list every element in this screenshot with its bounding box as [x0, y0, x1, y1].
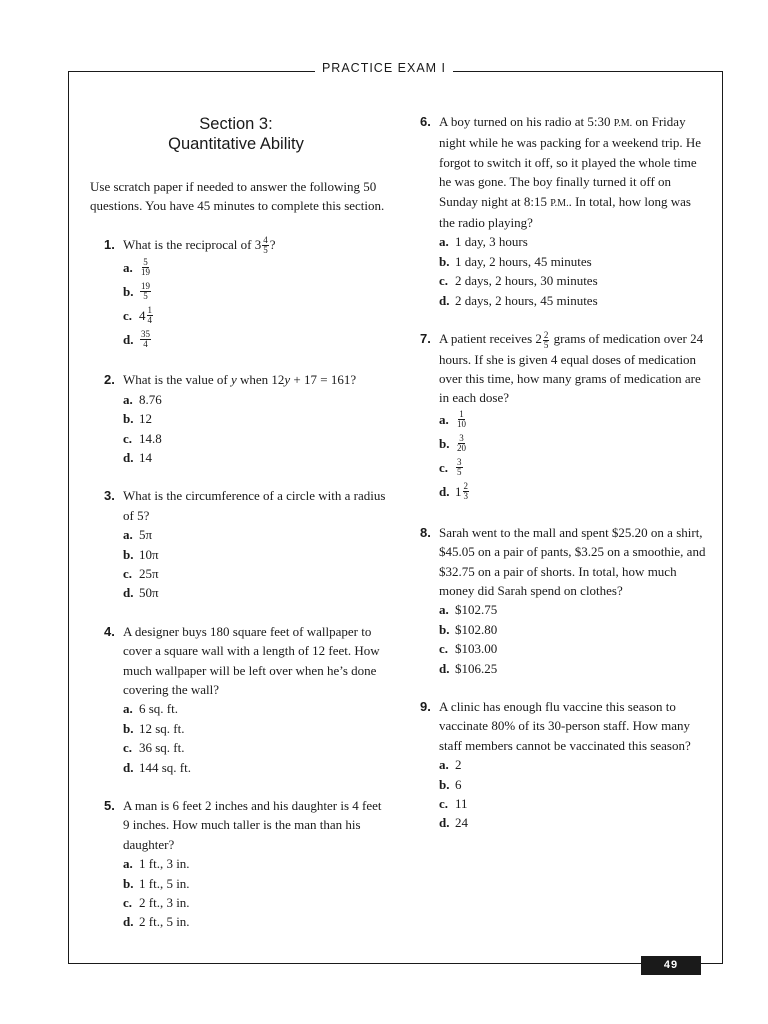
answer-option[interactable]: [439, 271, 710, 290]
option-letter: a.: [439, 234, 449, 250]
option-text: 2: [455, 757, 462, 773]
answer-option[interactable]: b. $\frac{19}{5}$: [123, 280, 150, 301]
option-letter: a.: [439, 602, 449, 618]
answer-option[interactable]: [123, 564, 390, 583]
question-stem: What is the value of y when 12y + 17 = 161?: [123, 372, 357, 388]
answer-option[interactable]: [439, 639, 710, 658]
answer-option[interactable]: [439, 813, 710, 832]
answer-option[interactable]: [439, 252, 710, 271]
question-stem: A boy turned on his radio at 5:30 P.M. on Friday night while he was packing for a weekend trip. He forgot to switch it off, so it played the whole time he was gone. The boy finally turned it off on Sunday night at 8:15 P.M.. In total, how long was the radio playing?: [439, 114, 702, 231]
option-letter: b.: [439, 776, 450, 792]
answer-option[interactable]: [123, 429, 390, 448]
option-text: 6: [455, 776, 462, 792]
answer-option[interactable]: [123, 738, 390, 757]
option-text: 1 ft., 5 in.: [139, 875, 190, 891]
answer-option[interactable]: a. $\frac{5}{19}$: [123, 256, 150, 277]
question-5: [90, 796, 390, 932]
answer-option[interactable]: [439, 232, 710, 251]
option-letter: c.: [123, 740, 133, 756]
question-stem: A designer buys 180 square feet of wallpaper to cover a square wall with a length of 12 feet. How much wallpaper will be left over when he’s done covering the wall?: [123, 623, 380, 698]
question-8: [420, 523, 710, 678]
right-column: [420, 112, 710, 833]
option-text: $102.75: [455, 602, 498, 618]
question-number: 1.: [104, 236, 115, 252]
option-letter: c.: [439, 641, 449, 657]
question-9: [420, 697, 710, 833]
answer-option[interactable]: [123, 525, 390, 544]
option-text: 2 days, 2 hours, 45 minutes: [455, 292, 598, 308]
question-stem: A man is 6 feet 2 inches and his daughter is 4 feet 9 inches. How much taller is the man than his daughter?: [123, 798, 382, 852]
answer-option[interactable]: [123, 719, 390, 738]
option-text: 2 days, 2 hours, 30 minutes: [455, 273, 598, 289]
answer-option[interactable]: [123, 758, 390, 777]
answer-option[interactable]: [439, 775, 710, 794]
option-text: 12 sq. ft.: [139, 720, 185, 736]
option-text: 10π: [139, 546, 159, 562]
question-4: [90, 622, 390, 777]
answer-option[interactable]: [439, 755, 710, 774]
left-column: [90, 112, 390, 932]
option-text: 1 day, 2 hours, 45 minutes: [455, 253, 592, 269]
option-letter: d.: [123, 759, 134, 775]
option-letter: c.: [123, 565, 133, 581]
option-text: 1 ft., 3 in.: [139, 856, 190, 872]
option-letter: b.: [439, 253, 450, 269]
answer-option[interactable]: [123, 893, 390, 912]
option-text: 14.8: [139, 430, 162, 446]
option-text: $106.25: [455, 660, 498, 676]
question-number: 7.: [420, 331, 431, 347]
option-text: 50π: [139, 585, 159, 601]
option-text: 144 sq. ft.: [139, 759, 191, 775]
answer-option[interactable]: c. $\frac{3}{5}$: [439, 457, 462, 478]
question-7: [420, 329, 710, 504]
option-text: 14: [139, 449, 152, 465]
option-text: 25π: [139, 565, 159, 581]
option-letter: b.: [123, 546, 134, 562]
option-letter: a.: [123, 527, 133, 543]
question-number: 4.: [104, 623, 115, 639]
option-text: 12: [139, 411, 152, 427]
section-instructions: Use scratch paper if needed to answer the following 50 questions. You have 45 minutes to complete this section.: [90, 179, 385, 214]
answer-option[interactable]: [439, 794, 710, 813]
option-text: $102.80: [455, 621, 498, 637]
answer-option[interactable]: [123, 409, 390, 428]
answer-option[interactable]: [123, 448, 390, 467]
page-number: 49: [641, 956, 701, 975]
option-letter: d.: [123, 449, 134, 465]
answer-option[interactable]: c. 4 $\frac{1}{4}$: [123, 304, 152, 325]
option-letter: a.: [123, 701, 133, 717]
answer-option[interactable]: [439, 620, 710, 639]
question-stem: What is the circumference of a circle with a radius of 5?: [123, 488, 386, 523]
option-text: 2 ft., 3 in.: [139, 895, 190, 911]
option-text: 6 sq. ft.: [139, 701, 178, 717]
answer-option[interactable]: [123, 854, 390, 873]
question-6: [420, 112, 710, 310]
answer-option[interactable]: [439, 659, 710, 678]
question-stem: A clinic has enough flu vaccine this season to vaccinate 80% of its 30-person staff. How many staff members cannot be vaccinated this season?: [439, 699, 691, 753]
option-letter: d.: [439, 815, 450, 831]
answer-option[interactable]: d. $\frac{35}{4}$: [123, 328, 150, 349]
option-letter: b.: [439, 621, 450, 637]
option-text: 24: [455, 815, 468, 831]
section-title: Section 3: Quantitative Ability: [168, 115, 304, 153]
answer-option[interactable]: [123, 583, 390, 602]
option-text: 8.76: [139, 391, 162, 407]
answer-option[interactable]: [123, 874, 390, 893]
question-2: [90, 370, 390, 467]
option-text: 5π: [139, 527, 153, 543]
question-number: 9.: [420, 699, 431, 715]
option-letter: c.: [123, 895, 133, 911]
option-text: 11: [455, 796, 468, 812]
question-number: 3.: [104, 488, 115, 504]
question-3: [90, 486, 390, 602]
option-letter: c.: [439, 273, 449, 289]
option-letter: d.: [123, 585, 134, 601]
option-text: 2 ft., 5 in.: [139, 914, 190, 930]
answer-option[interactable]: b. $\frac{3}{20}$: [439, 433, 466, 454]
answer-option[interactable]: a. $\frac{1}{10}$: [439, 409, 466, 430]
option-letter: d.: [123, 914, 134, 930]
answer-option[interactable]: [123, 390, 390, 409]
answer-option[interactable]: [123, 912, 390, 931]
option-letter: c.: [439, 796, 449, 812]
option-text: $103.00: [455, 641, 498, 657]
option-letter: a.: [439, 757, 449, 773]
option-letter: d.: [439, 292, 450, 308]
option-letter: d.: [439, 660, 450, 676]
option-text: 36 sq. ft.: [139, 740, 185, 756]
answer-option[interactable]: [439, 600, 710, 619]
question-number: 2.: [104, 372, 115, 388]
answer-option[interactable]: [439, 291, 710, 310]
option-letter: b.: [123, 720, 134, 736]
option-letter: b.: [123, 411, 134, 427]
question-stem: What is the reciprocal of 3 $\frac{4}{5}$ ?: [123, 235, 276, 256]
answer-option[interactable]: d. 1 $\frac{2}{3}$: [439, 481, 468, 502]
question-1: [90, 235, 390, 352]
running-header: PRACTICE EXAM I: [0, 61, 768, 75]
option-letter: a.: [123, 391, 133, 407]
option-letter: a.: [123, 856, 133, 872]
question-number: 5.: [104, 798, 115, 814]
answer-option[interactable]: [123, 545, 390, 564]
option-text: 1 day, 3 hours: [455, 234, 528, 250]
question-stem: Sarah went to the mall and spent $25.20 on a shirt, $45.05 on a pair of pants, $3.25 on a smoothie, and $32.75 on a pair of shorts. In total, how much money did Sarah spend on clothes?: [439, 524, 706, 599]
option-letter: b.: [123, 875, 134, 891]
question-number: 8.: [420, 524, 431, 540]
option-letter: c.: [123, 430, 133, 446]
answer-option[interactable]: [123, 699, 390, 718]
question-stem: A patient receives 2 $\frac{2}{5}$ grams of medication over 24 hours. If she is given 4 equal doses of medication over this time, how many grams of medication are in each dose?: [439, 329, 704, 406]
question-number: 6.: [420, 114, 431, 129]
